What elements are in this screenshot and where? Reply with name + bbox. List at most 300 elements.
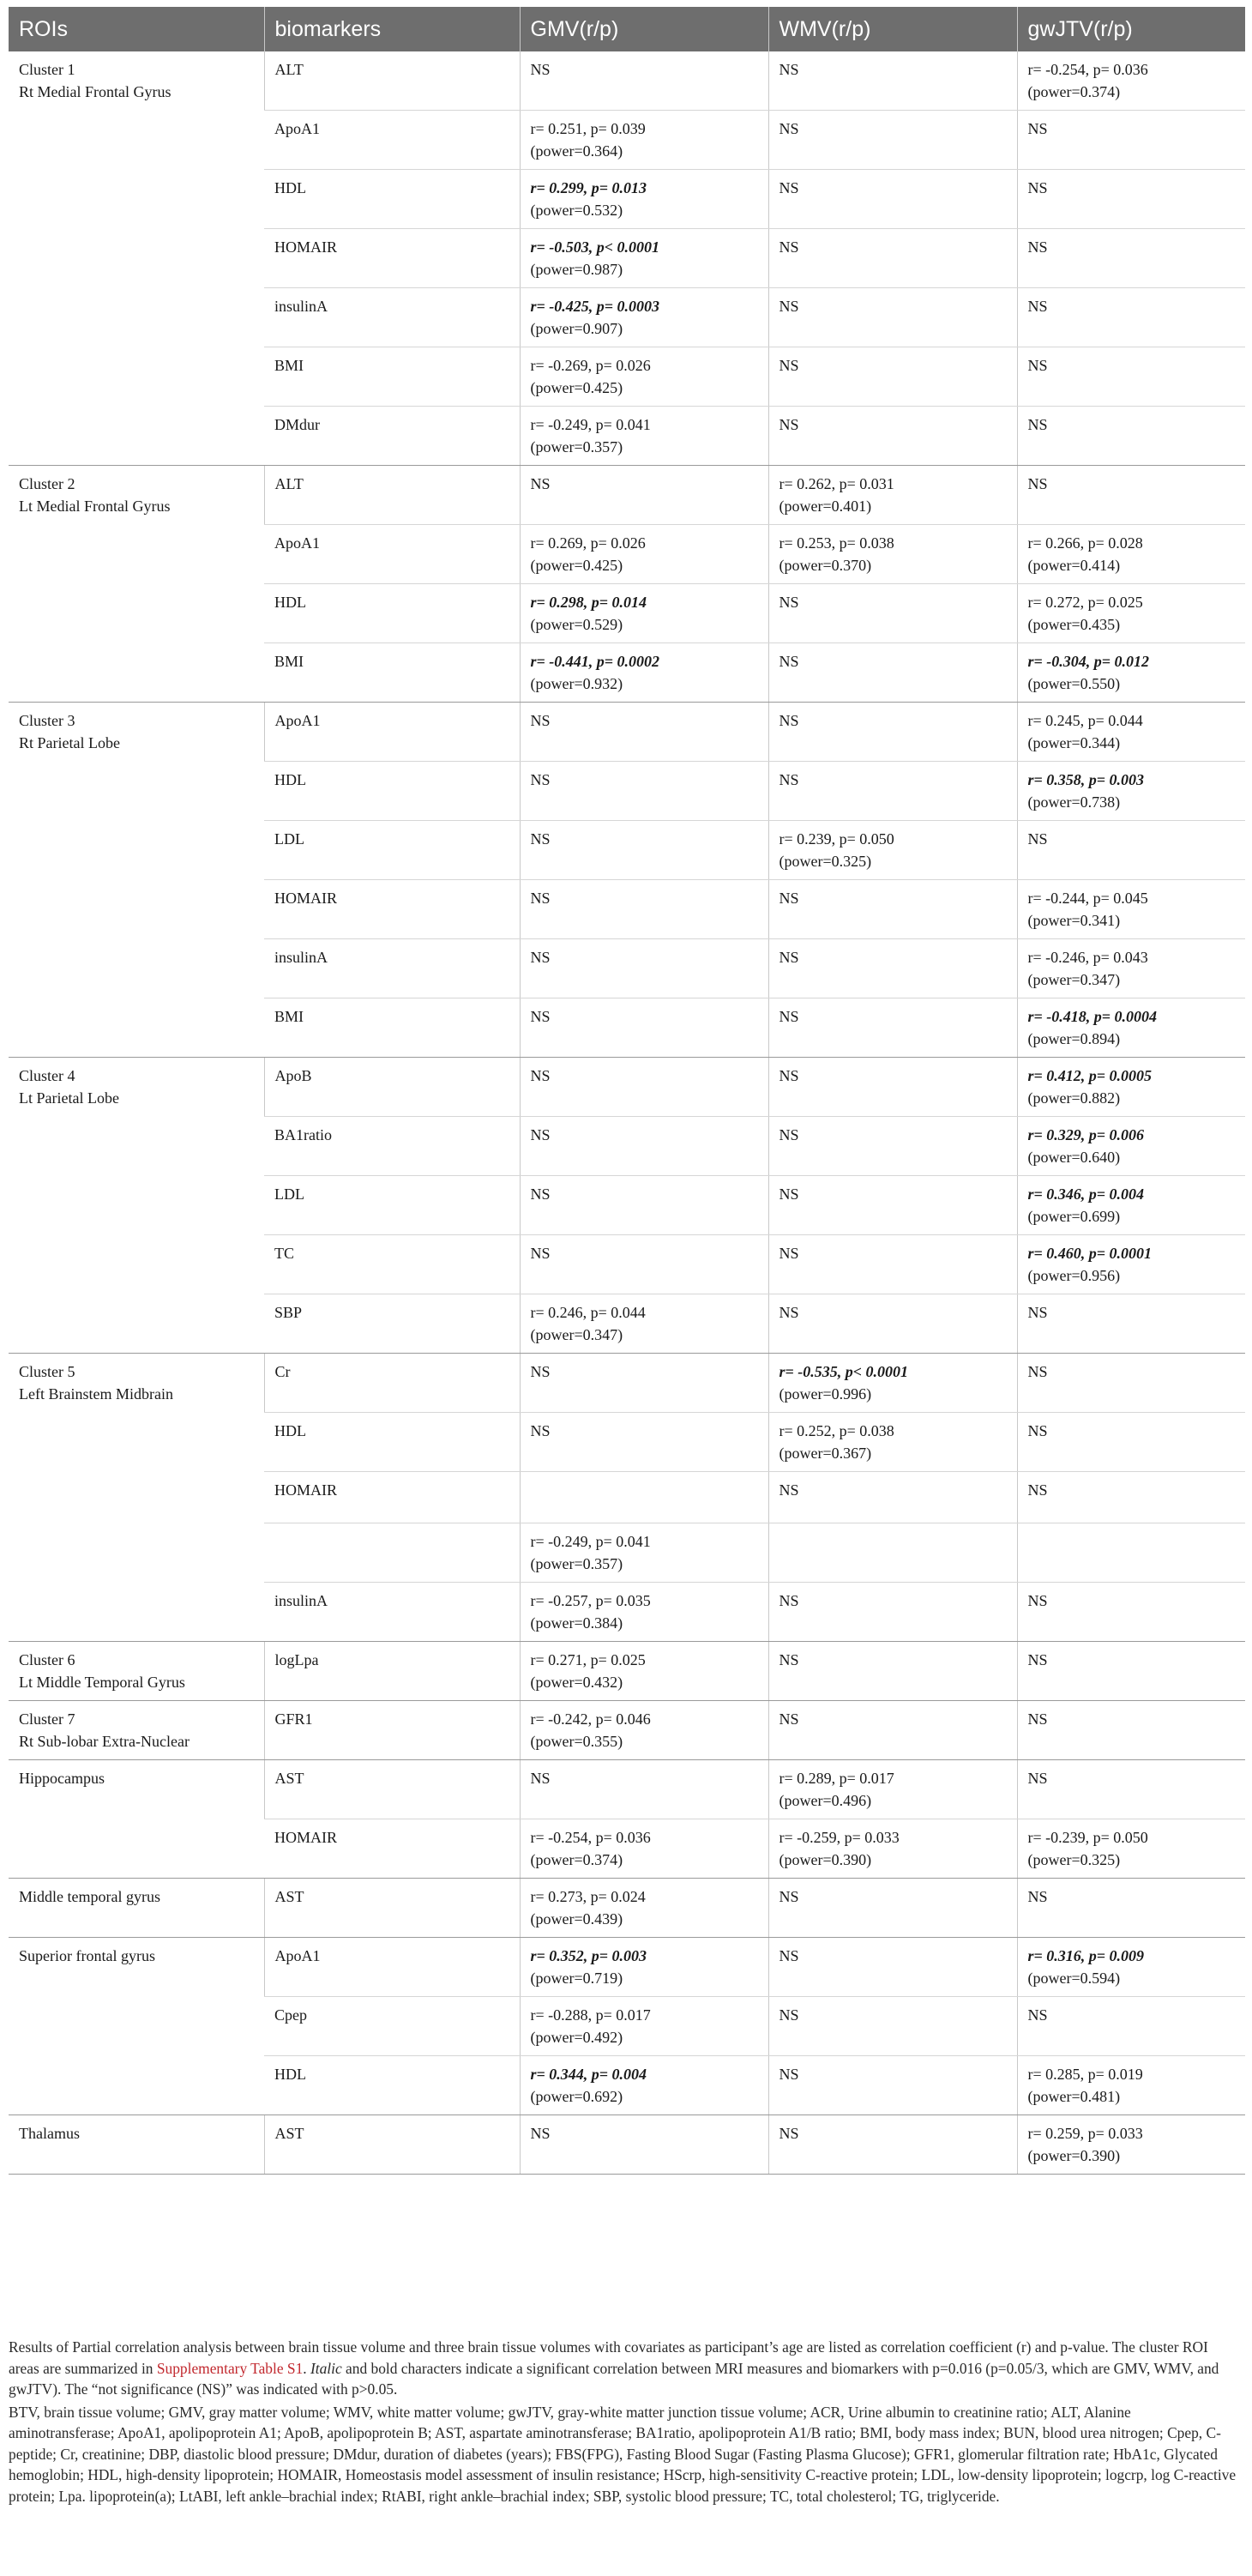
- roi-label: Thalamus: [19, 2125, 80, 2142]
- gmv-cell: [520, 1294, 768, 1354]
- power-value: (power=0.640): [1027, 1149, 1121, 1166]
- gwjtv-cell: [1017, 703, 1245, 762]
- correlation-value: NS: [779, 2006, 799, 2024]
- correlation-value: r= 0.245, p= 0.044: [1027, 712, 1143, 729]
- table-row: [9, 51, 1245, 111]
- correlation-value: r= -0.304, p= 0.012: [1027, 653, 1150, 670]
- correlation-value: NS: [779, 238, 799, 256]
- roi-label: Cluster 1: [19, 61, 75, 78]
- table-row: [9, 1701, 1245, 1760]
- roi-label: Rt Medial Frontal Gyrus: [19, 83, 172, 100]
- wmv-cell: [768, 1583, 1017, 1642]
- correlation-value: NS: [1027, 2006, 1048, 2024]
- gwjtv-cell: [1017, 1760, 1245, 1819]
- correlation-value: r= 0.246, p= 0.044: [530, 1304, 646, 1321]
- correlation-value: NS: [779, 1185, 799, 1203]
- table-row: [9, 1938, 1245, 1997]
- header-gmv: GMV(r/p): [520, 7, 768, 51]
- biomarker-cell: HDL: [264, 1413, 520, 1472]
- wmv-cell: [768, 1523, 1017, 1583]
- gwjtv-cell: [1017, 1413, 1245, 1472]
- biomarker-cell: LDL: [264, 1176, 520, 1235]
- gmv-cell: [520, 643, 768, 703]
- correlation-value: NS: [779, 771, 799, 788]
- footnote-text: Results of Partial correlation analysis between brain tissue volume and three brain tissue volumes with covariates as participant’s age are listed as correlation coefficient (r) and p-value. The cluster ROI areas are summarized in: [9, 2338, 1208, 2377]
- supplementary-table-link[interactable]: Supplementary Table S1: [156, 2359, 304, 2377]
- roi-cell: [9, 1701, 264, 1760]
- gmv-cell: [520, 1760, 768, 1819]
- correlation-value: NS: [779, 1481, 799, 1499]
- table-row: [9, 466, 1245, 525]
- biomarker-cell: HOMAIR: [264, 880, 520, 939]
- gwjtv-cell: [1017, 525, 1245, 584]
- roi-cell: [9, 1058, 264, 1354]
- correlation-value: NS: [779, 357, 799, 374]
- power-value: (power=0.325): [1027, 1851, 1121, 1868]
- table-footnotes: [9, 2337, 1238, 2508]
- correlation-value: NS: [779, 594, 799, 611]
- biomarker-cell: BMI: [264, 643, 520, 703]
- power-value: (power=0.367): [779, 1445, 872, 1462]
- correlation-value: r= 0.266, p= 0.028: [1027, 534, 1143, 552]
- correlation-value: r= 0.252, p= 0.038: [779, 1422, 894, 1439]
- correlation-value: NS: [530, 1067, 551, 1084]
- power-value: (power=0.956): [1027, 1267, 1121, 1284]
- wmv-cell: [768, 2056, 1017, 2115]
- wmv-cell: [768, 1701, 1017, 1760]
- correlation-value: r= 0.344, p= 0.004: [530, 2066, 647, 2083]
- correlation-value: r= 0.269, p= 0.026: [530, 534, 646, 552]
- correlation-value: NS: [530, 771, 551, 788]
- correlation-value: r= 0.285, p= 0.019: [1027, 2066, 1143, 2083]
- wmv-cell: [768, 1642, 1017, 1701]
- gwjtv-cell: [1017, 821, 1245, 880]
- gwjtv-cell: [1017, 1583, 1245, 1642]
- correlation-value: r= 0.352, p= 0.003: [530, 1947, 647, 1964]
- gwjtv-cell: [1017, 1997, 1245, 2056]
- power-value: (power=0.529): [530, 616, 623, 633]
- power-value: (power=0.341): [1027, 912, 1121, 929]
- wmv-cell: [768, 51, 1017, 111]
- wmv-cell: [768, 1235, 1017, 1294]
- biomarker-cell: HDL: [264, 170, 520, 229]
- wmv-cell: [768, 1819, 1017, 1879]
- correlation-value: NS: [779, 1710, 799, 1728]
- wmv-cell: [768, 762, 1017, 821]
- correlation-value: r= -0.503, p< 0.0001: [530, 238, 660, 256]
- correlation-value: r= 0.460, p= 0.0001: [1027, 1245, 1153, 1262]
- gwjtv-cell: [1017, 288, 1245, 347]
- correlation-value: r= 0.272, p= 0.025: [1027, 594, 1143, 611]
- results-table-container: [9, 7, 1245, 2175]
- wmv-cell: [768, 1760, 1017, 1819]
- correlation-value: r= -0.535, p< 0.0001: [779, 1363, 909, 1380]
- wmv-cell: [768, 170, 1017, 229]
- biomarker-cell: ALT: [264, 51, 520, 111]
- roi-cell: [9, 1879, 264, 1938]
- biomarker-cell: ApoB: [264, 1058, 520, 1117]
- roi-label: Cluster 3: [19, 712, 75, 729]
- biomarker-cell: ALT: [264, 466, 520, 525]
- footnote-results: [9, 2337, 1238, 2400]
- correlation-value: r= 0.299, p= 0.013: [530, 179, 647, 196]
- power-value: (power=0.425): [530, 557, 623, 574]
- correlation-value: NS: [1027, 357, 1048, 374]
- roi-label: Superior frontal gyrus: [19, 1947, 155, 1964]
- table-row: [9, 1642, 1245, 1701]
- gwjtv-cell: [1017, 170, 1245, 229]
- correlation-value: r= -0.418, p= 0.0004: [1027, 1008, 1158, 1025]
- roi-label: Cluster 7: [19, 1710, 75, 1728]
- gwjtv-cell: [1017, 407, 1245, 466]
- biomarker-cell: BMI: [264, 998, 520, 1058]
- power-value: (power=0.439): [530, 1910, 623, 1927]
- correlation-value: NS: [1027, 1770, 1048, 1787]
- correlation-value: r= -0.259, p= 0.033: [779, 1829, 900, 1846]
- gwjtv-cell: [1017, 998, 1245, 1058]
- correlation-value: NS: [779, 1947, 799, 1964]
- footnote-abbreviations: BTV, brain tissue volume; GMV, gray matter volume; WMV, white matter volume; gwJTV, gray-white matter junction tissue volume; ACR, Urine albumin to creatinine ratio; ALT, Alanine aminotransferase; ApoA1, apolipoprotein A1; ApoB, apolipoprotein B; AST, aspartate aminotransferase; BA1ratio, apolipoprotein A1/B ratio; BMI, body mass index; BUN, blood urea nitrogen; Cpep, C-peptide; Cr, creatinine; DBP, diastolic blood pressure; DMdur, duration of diabetes (years); FBS(FPG), Fasting Blood Sugar (Fasting Plasma Glucose); GFR1, glomerular filtration rate; HbA1c, Glycated hemoglobin; HDL, high-density lipoprotein; HOMAIR, Homeostasis model assessment of insulin resistance; HScrp, high-sensitivity C-reactive protein; LDL, low-density lipoprotein; logcrp, log C-reactive protein; Lpa. lipoprotein(a); LtABI, left ankle–brachial index; RtABI, right ankle–brachial index; SBP, systolic blood pressure; TC, total cholesterol; TG, triglyceride.: [9, 2403, 1237, 2505]
- table-row: [9, 1354, 1245, 1413]
- gmv-cell: [520, 51, 768, 111]
- gmv-cell: [520, 1523, 768, 1583]
- power-value: (power=0.996): [779, 1385, 872, 1403]
- gmv-cell: [520, 703, 768, 762]
- table-row: [9, 1760, 1245, 1819]
- correlation-value: r= 0.346, p= 0.004: [1027, 1185, 1145, 1203]
- gwjtv-cell: [1017, 643, 1245, 703]
- correlation-value: NS: [530, 1126, 551, 1143]
- wmv-cell: [768, 2115, 1017, 2175]
- correlation-value: r= -0.288, p= 0.017: [530, 2006, 651, 2024]
- correlation-value: r= 0.329, p= 0.006: [1027, 1126, 1145, 1143]
- correlation-value: NS: [779, 298, 799, 315]
- biomarker-cell: HDL: [264, 2056, 520, 2115]
- correlation-value: r= -0.244, p= 0.045: [1027, 890, 1148, 907]
- correlation-value: NS: [530, 2125, 551, 2142]
- biomarker-cell: insulinA: [264, 1583, 520, 1642]
- wmv-cell: [768, 998, 1017, 1058]
- correlation-value: r= -0.249, p= 0.041: [530, 416, 651, 433]
- roi-label: Cluster 2: [19, 475, 75, 492]
- correlation-value: NS: [779, 653, 799, 670]
- correlation-value: NS: [530, 949, 551, 966]
- correlation-value: NS: [530, 1185, 551, 1203]
- footnote-text: .: [303, 2359, 310, 2377]
- biomarker-cell: logLpa: [264, 1642, 520, 1701]
- roi-label: Rt Parietal Lobe: [19, 734, 120, 751]
- correlation-value: NS: [779, 1651, 799, 1668]
- correlation-value: NS: [530, 1008, 551, 1025]
- correlation-value: NS: [1027, 1481, 1048, 1499]
- table-row: [9, 2115, 1245, 2175]
- biomarker-cell: HOMAIR: [264, 1472, 520, 1523]
- wmv-cell: [768, 1117, 1017, 1176]
- biomarker-cell: LDL: [264, 821, 520, 880]
- gwjtv-cell: [1017, 1472, 1245, 1523]
- correlation-value: NS: [779, 1126, 799, 1143]
- correlation-value: NS: [779, 120, 799, 137]
- correlation-value: NS: [779, 2066, 799, 2083]
- roi-cell: [9, 1642, 264, 1701]
- correlation-value: r= 0.316, p= 0.009: [1027, 1947, 1145, 1964]
- gmv-cell: [520, 1235, 768, 1294]
- header-rois: ROIs: [9, 7, 264, 51]
- power-value: (power=0.425): [530, 379, 623, 396]
- biomarker-cell: TC: [264, 1235, 520, 1294]
- correlation-value: NS: [779, 1008, 799, 1025]
- gwjtv-cell: [1017, 229, 1245, 288]
- gmv-cell: [520, 1701, 768, 1760]
- table-row: [9, 1879, 1245, 1938]
- gmv-cell: [520, 347, 768, 407]
- power-value: (power=0.692): [530, 2088, 623, 2105]
- power-value: (power=0.370): [779, 557, 872, 574]
- wmv-cell: [768, 1938, 1017, 1997]
- roi-label: Lt Middle Temporal Gyrus: [19, 1674, 185, 1691]
- correlation-value: NS: [1027, 238, 1048, 256]
- correlation-value: NS: [779, 949, 799, 966]
- gwjtv-cell: [1017, 51, 1245, 111]
- power-value: (power=0.882): [1027, 1089, 1121, 1107]
- power-value: (power=0.532): [530, 202, 623, 219]
- gmv-cell: [520, 2115, 768, 2175]
- wmv-cell: [768, 880, 1017, 939]
- power-value: (power=0.987): [530, 261, 623, 278]
- correlation-value: r= -0.242, p= 0.046: [530, 1710, 651, 1728]
- gmv-cell: [520, 111, 768, 170]
- power-value: (power=0.907): [530, 320, 623, 337]
- correlation-value: r= 0.253, p= 0.038: [779, 534, 894, 552]
- gwjtv-cell: [1017, 1642, 1245, 1701]
- gmv-cell: [520, 1583, 768, 1642]
- correlation-value: NS: [779, 416, 799, 433]
- gmv-cell: [520, 525, 768, 584]
- gwjtv-cell: [1017, 466, 1245, 525]
- correlation-value: NS: [530, 61, 551, 78]
- gmv-cell: [520, 998, 768, 1058]
- correlation-value: NS: [779, 890, 799, 907]
- correlation-value: r= -0.249, p= 0.041: [530, 1533, 651, 1550]
- wmv-cell: [768, 1472, 1017, 1523]
- correlation-value: r= -0.254, p= 0.036: [530, 1829, 651, 1846]
- wmv-cell: [768, 1997, 1017, 2056]
- roi-label: Cluster 4: [19, 1067, 75, 1084]
- gmv-cell: [520, 2056, 768, 2115]
- biomarker-cell: SBP: [264, 1294, 520, 1354]
- power-value: (power=0.894): [1027, 1030, 1121, 1047]
- roi-label: Lt Medial Frontal Gyrus: [19, 498, 171, 515]
- correlation-value: NS: [1027, 830, 1048, 848]
- correlation-value: NS: [779, 712, 799, 729]
- gmv-cell: [520, 1117, 768, 1176]
- wmv-cell: [768, 939, 1017, 998]
- footnote-italic-word: Italic: [310, 2359, 342, 2377]
- header-wmv: WMV(r/p): [768, 7, 1017, 51]
- power-value: (power=0.364): [530, 142, 623, 160]
- correlation-value: NS: [1027, 298, 1048, 315]
- correlation-value: r= 0.289, p= 0.017: [779, 1770, 894, 1787]
- roi-label: Cluster 6: [19, 1651, 75, 1668]
- wmv-cell: [768, 466, 1017, 525]
- header-gwjtv: gwJTV(r/p): [1017, 7, 1245, 51]
- biomarker-cell: HOMAIR: [264, 229, 520, 288]
- correlation-value: r= 0.273, p= 0.024: [530, 1888, 646, 1905]
- gmv-cell: [520, 762, 768, 821]
- gwjtv-cell: [1017, 1117, 1245, 1176]
- correlation-value: r= 0.298, p= 0.014: [530, 594, 647, 611]
- power-value: (power=0.347): [1027, 971, 1121, 988]
- roi-label: Left Brainstem Midbrain: [19, 1385, 173, 1403]
- correlation-value: NS: [530, 1245, 551, 1262]
- roi-label: Rt Sub-lobar Extra-Nuclear: [19, 1733, 190, 1750]
- gwjtv-cell: [1017, 1819, 1245, 1879]
- gwjtv-cell: [1017, 1354, 1245, 1413]
- correlation-value: r= -0.246, p= 0.043: [1027, 949, 1148, 966]
- power-value: (power=0.492): [530, 2029, 623, 2046]
- gwjtv-cell: [1017, 111, 1245, 170]
- power-value: (power=0.932): [530, 675, 623, 692]
- correlation-value: NS: [1027, 1888, 1048, 1905]
- correlation-value: r= -0.269, p= 0.026: [530, 357, 651, 374]
- gmv-cell: [520, 1819, 768, 1879]
- gmv-cell: [520, 1938, 768, 1997]
- gwjtv-cell: [1017, 1176, 1245, 1235]
- power-value: (power=0.594): [1027, 1970, 1121, 1987]
- power-value: (power=0.481): [1027, 2088, 1121, 2105]
- correlation-value: r= -0.254, p= 0.036: [1027, 61, 1148, 78]
- table-header-row: [9, 7, 1245, 51]
- gmv-cell: [520, 407, 768, 466]
- header-biomarkers: biomarkers: [264, 7, 520, 51]
- correlation-value: NS: [779, 1592, 799, 1609]
- power-value: (power=0.374): [1027, 83, 1121, 100]
- biomarker-cell: ApoA1: [264, 1938, 520, 1997]
- correlation-value: NS: [779, 2125, 799, 2142]
- correlation-value: r= 0.271, p= 0.025: [530, 1651, 646, 1668]
- biomarker-cell: BA1ratio: [264, 1117, 520, 1176]
- gmv-cell: [520, 1058, 768, 1117]
- biomarker-cell: ApoA1: [264, 703, 520, 762]
- correlation-table: [9, 7, 1245, 2175]
- correlation-value: r= 0.412, p= 0.0005: [1027, 1067, 1153, 1084]
- gwjtv-cell: [1017, 1235, 1245, 1294]
- roi-label: Middle temporal gyrus: [19, 1888, 160, 1905]
- wmv-cell: [768, 1058, 1017, 1117]
- correlation-value: NS: [779, 1067, 799, 1084]
- wmv-cell: [768, 111, 1017, 170]
- correlation-value: NS: [1027, 1304, 1048, 1321]
- gwjtv-cell: [1017, 1879, 1245, 1938]
- gmv-cell: [520, 288, 768, 347]
- correlation-value: NS: [1027, 179, 1048, 196]
- biomarker-cell: Cpep: [264, 1997, 520, 2056]
- gwjtv-cell: [1017, 584, 1245, 643]
- correlation-value: NS: [779, 1304, 799, 1321]
- correlation-value: NS: [530, 1770, 551, 1787]
- wmv-cell: [768, 584, 1017, 643]
- gwjtv-cell: [1017, 1294, 1245, 1354]
- correlation-value: r= 0.239, p= 0.050: [779, 830, 894, 848]
- wmv-cell: [768, 1176, 1017, 1235]
- biomarker-cell: insulinA: [264, 939, 520, 998]
- roi-label: Lt Parietal Lobe: [19, 1089, 119, 1107]
- correlation-value: NS: [779, 61, 799, 78]
- correlation-value: r= 0.259, p= 0.033: [1027, 2125, 1143, 2142]
- wmv-cell: [768, 1879, 1017, 1938]
- biomarker-cell: AST: [264, 1879, 520, 1938]
- wmv-cell: [768, 229, 1017, 288]
- correlation-value: NS: [1027, 1651, 1048, 1668]
- roi-label: Hippocampus: [19, 1770, 105, 1787]
- correlation-value: NS: [779, 1245, 799, 1262]
- correlation-value: r= -0.425, p= 0.0003: [530, 298, 660, 315]
- correlation-value: NS: [1027, 475, 1048, 492]
- correlation-value: NS: [530, 712, 551, 729]
- wmv-cell: [768, 1354, 1017, 1413]
- correlation-value: r= 0.251, p= 0.039: [530, 120, 646, 137]
- correlation-value: NS: [530, 830, 551, 848]
- gmv-cell: [520, 821, 768, 880]
- power-value: (power=0.390): [1027, 2147, 1121, 2164]
- correlation-value: NS: [530, 475, 551, 492]
- table-body: [9, 51, 1245, 2175]
- table-row: [9, 703, 1245, 762]
- gwjtv-cell: [1017, 1938, 1245, 1997]
- correlation-value: NS: [1027, 1422, 1048, 1439]
- correlation-value: NS: [779, 1888, 799, 1905]
- wmv-cell: [768, 347, 1017, 407]
- correlation-value: r= -0.257, p= 0.035: [530, 1592, 651, 1609]
- wmv-cell: [768, 1413, 1017, 1472]
- power-value: (power=0.401): [779, 498, 872, 515]
- gmv-cell: [520, 1413, 768, 1472]
- gwjtv-cell: [1017, 1523, 1245, 1583]
- biomarker-cell: HOMAIR: [264, 1819, 520, 1879]
- roi-cell: [9, 1354, 264, 1642]
- correlation-value: NS: [1027, 1363, 1048, 1380]
- wmv-cell: [768, 288, 1017, 347]
- roi-cell: [9, 1938, 264, 2115]
- wmv-cell: [768, 1294, 1017, 1354]
- gwjtv-cell: [1017, 762, 1245, 821]
- power-value: (power=0.390): [779, 1851, 872, 1868]
- biomarker-cell: [264, 1523, 520, 1583]
- wmv-cell: [768, 525, 1017, 584]
- correlation-value: NS: [1027, 1710, 1048, 1728]
- roi-cell: [9, 703, 264, 1058]
- power-value: (power=0.432): [530, 1674, 623, 1691]
- power-value: (power=0.357): [530, 438, 623, 455]
- roi-cell: [9, 466, 264, 703]
- roi-label: Cluster 5: [19, 1363, 75, 1380]
- gmv-cell: [520, 1642, 768, 1701]
- power-value: (power=0.344): [1027, 734, 1121, 751]
- footnote-text: and bold characters indicate a significant correlation between MRI measures and biomarkers with p=0.016 (p=0.05/3, which are GMV, WMV, and gwJTV). The “not significance (NS)” was indicated with p>0.05.: [9, 2359, 1219, 2398]
- biomarker-cell: Cr: [264, 1354, 520, 1413]
- gmv-cell: [520, 229, 768, 288]
- roi-cell: [9, 1760, 264, 1879]
- biomarker-cell: ApoA1: [264, 525, 520, 584]
- biomarker-cell: insulinA: [264, 288, 520, 347]
- biomarker-cell: AST: [264, 1760, 520, 1819]
- power-value: (power=0.414): [1027, 557, 1121, 574]
- wmv-cell: [768, 703, 1017, 762]
- biomarker-cell: AST: [264, 2115, 520, 2175]
- roi-cell: [9, 2115, 264, 2175]
- correlation-value: r= 0.358, p= 0.003: [1027, 771, 1145, 788]
- gwjtv-cell: [1017, 2115, 1245, 2175]
